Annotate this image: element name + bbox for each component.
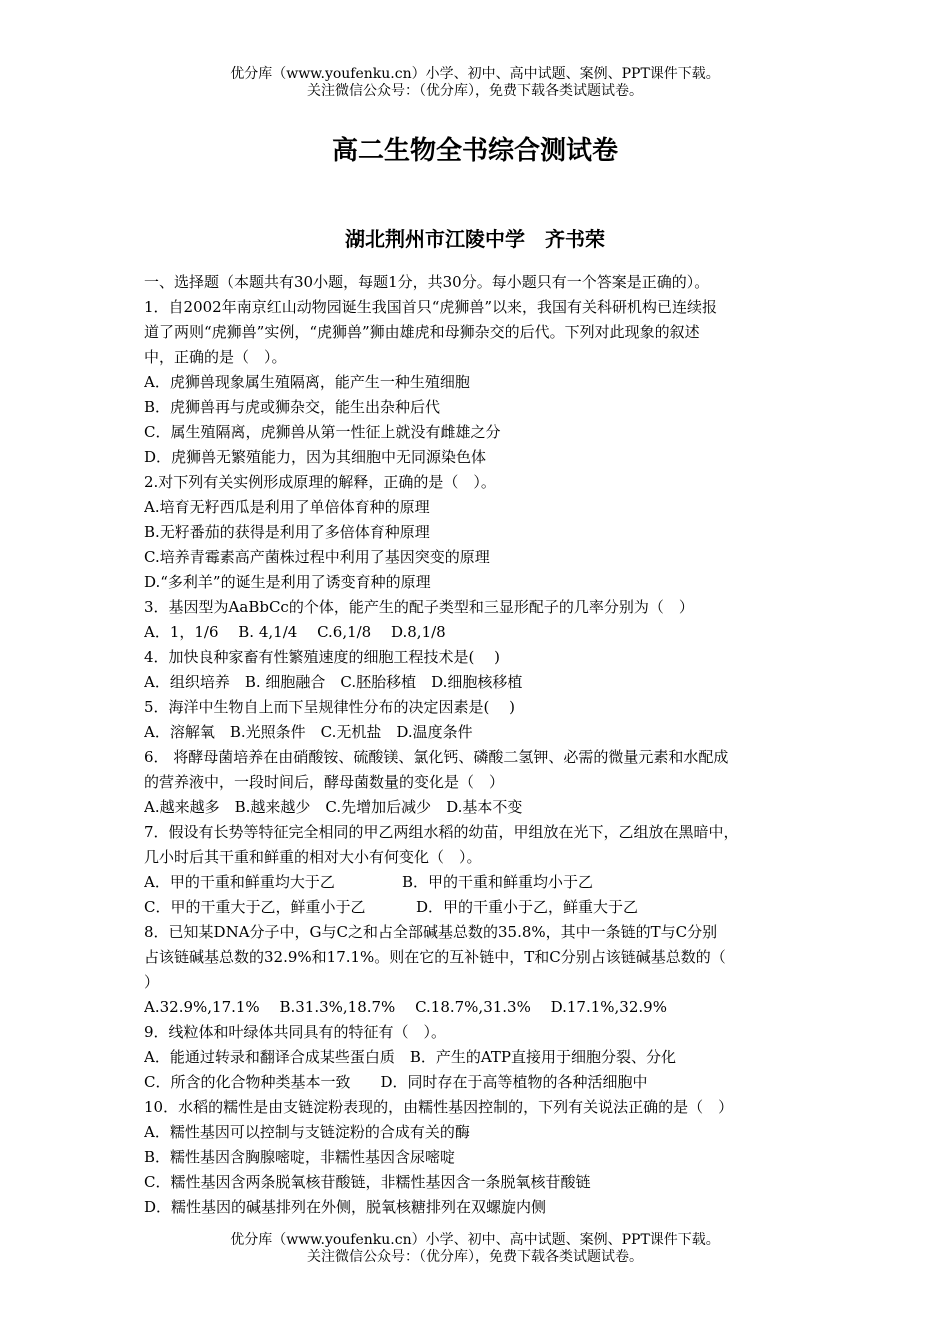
header-line-1: 优分库（www.youfenku.cn）小学、初中、高中试题、案例、PPT课件下载。 [230,66,720,82]
q2-option-d: D.“多利羊”的诞生是利用了诱变育种的原理 [144,573,431,591]
q7-option-c: C．甲的干重大于乙，鲜重小于乙 [144,898,366,916]
q2-option-c: C.培养青霉素高产菌株过程中利用了基因突变的原理 [144,548,490,566]
q1-stem-line-1: 1．自2002年南京红山动物园诞生我国首只“虎狮兽”以来，我国有关科研机构已连续报 [144,298,718,316]
q1-option-d: D．虎狮兽无繁殖能力，因为其细胞中无同源染色体 [144,448,487,466]
q2-stem: 2.对下列有关实例形成原理的解释，正确的是（ ）。 [144,473,496,491]
page-title: 高二生物全书综合测试卷 [331,136,618,166]
q6-stem-line-2: 的营养液中，一段时间后，酵母菌数量的变化是（ ） [144,773,505,791]
q8-stem-line-3: ） [144,973,160,991]
footer-line-2: 关注微信公众号：（优分库），免费下载各类试题试卷。 [307,1249,643,1265]
q1-stem-line-3: 中，正确的是（ ）。 [144,348,287,366]
footer-line-1: 优分库（www.youfenku.cn）小学、初中、高中试题、案例、PPT课件下载。 [230,1232,720,1248]
q9-stem: 9．线粒体和叶绿体共同具有的特征有（ ）。 [144,1023,447,1041]
q1-option-c: C．属生殖隔离，虎狮兽从第一性征上就没有雌雄之分 [144,423,501,441]
q9-options-cd: C．所含的化合物种类基本一致 D．同时存在于高等植物的各种活细胞中 [144,1073,648,1091]
q8-stem-line-2: 占该链碱基总数的32.9%和17.1%。则在它的互补链中，T和C分别占该链碱基总数的（ [144,948,726,966]
q5-options: A．溶解氧 B.光照条件 C.无机盐 D.温度条件 [144,723,473,741]
q2-option-b: B.无籽番茄的获得是利用了多倍体育种原理 [144,523,430,541]
q2-option-a: A.培育无籽西瓜是利用了单倍体育种的原理 [144,498,430,516]
q1-option-b: B．虎狮兽再与虎或狮杂交，能生出杂种后代 [144,398,441,416]
q7-option-a: A．甲的干重和鲜重均大于乙 [144,873,335,891]
q6-stem-line-1: 6． 将酵母菌培养在由硝酸铵、硫酸镁、氯化钙、磷酸二氢钾、必需的微量元素和水配成 [144,748,729,766]
q10-option-a: A．糯性基因可以控制与支链淀粉的合成有关的酶 [144,1123,470,1141]
header-line-2: 关注微信公众号：（优分库），免费下载各类试题试卷。 [307,83,643,99]
q7-options-row-1 [144,870,810,895]
q6-options: A.越来越多 B.越来越少 C.先增加后减少 D.基本不变 [144,798,523,816]
q1-option-a: A．虎狮兽现象属生殖隔离，能产生一种生殖细胞 [144,373,470,391]
q8-options: A.32.9%,17.1% B.31.3%,18.7% C.18.7%,31.3% D.17.1%,32.9% [144,998,667,1016]
q10-stem: 10．水稻的糯性是由支链淀粉表现的，由糯性基因控制的，下列有关说法正确的是（ ） [144,1098,734,1116]
q4-options: A．组织培养 B. 细胞融合 C.胚胎移植 D.细胞核移植 [144,673,523,691]
q10-option-d: D．糯性基因的碱基排列在外侧，脱氧核糖排列在双螺旋内侧 [144,1198,547,1216]
q8-stem-line-1: 8．已知某DNA分子中，G与C之和占全部碱基总数的35.8%，其中一条链的T与C分别 [144,923,718,941]
q10-option-c: C．糯性基因含两条脱氧核苷酸链，非糯性基因含一条脱氧核苷酸链 [144,1173,591,1191]
page-subtitle: 湖北荆州市江陵中学 齐书荣 [345,227,605,251]
page-header [0,66,950,100]
q3-stem: 3．基因型为AaBbCc的个体，能产生的配子类型和三显形配子的几率分别为（ ） [144,598,694,616]
q7-stem-line-1: 7．假设有长势等特征完全相同的甲乙两组水稻的幼苗，甲组放在光下，乙组放在黑暗中， [144,823,739,841]
q7-stem-line-2: 几小时后其干重和鲜重的相对大小有何变化（ ）。 [144,848,482,866]
q1-stem-line-2: 道了两则“虎狮兽”实例，“虎狮兽”狮由雄虎和母狮杂交的后代。下列对此现象的叙述 [144,323,700,341]
q9-options-ab: A．能通过转录和翻译合成某些蛋白质 B．产生的ATP直接用于细胞分裂、分化 [144,1048,676,1066]
q7-option-d: D．甲的干重小于乙，鲜重大于乙 [416,898,639,916]
q7-options-row-2 [144,895,810,920]
page-footer [0,1232,950,1266]
document-body [144,270,810,1220]
section-heading: 一、选择题（本题共有30小题，每题1分，共30分。每小题只有一个答案是正确的）。 [144,273,710,291]
q10-option-b: B．糯性基因含胸腺嘧啶，非糯性基因含尿嘧啶 [144,1148,456,1166]
q4-stem: 4．加快良种家畜有性繁殖速度的细胞工程技术是( ) [144,648,501,666]
q7-option-b: B．甲的干重和鲜重均小于乙 [402,873,594,891]
q3-options: A．1，1/6 B. 4,1/4 C.6,1/8 D.8,1/8 [144,623,446,641]
q5-stem: 5．海洋中生物自上而下呈规律性分布的决定因素是( ) [144,698,516,716]
